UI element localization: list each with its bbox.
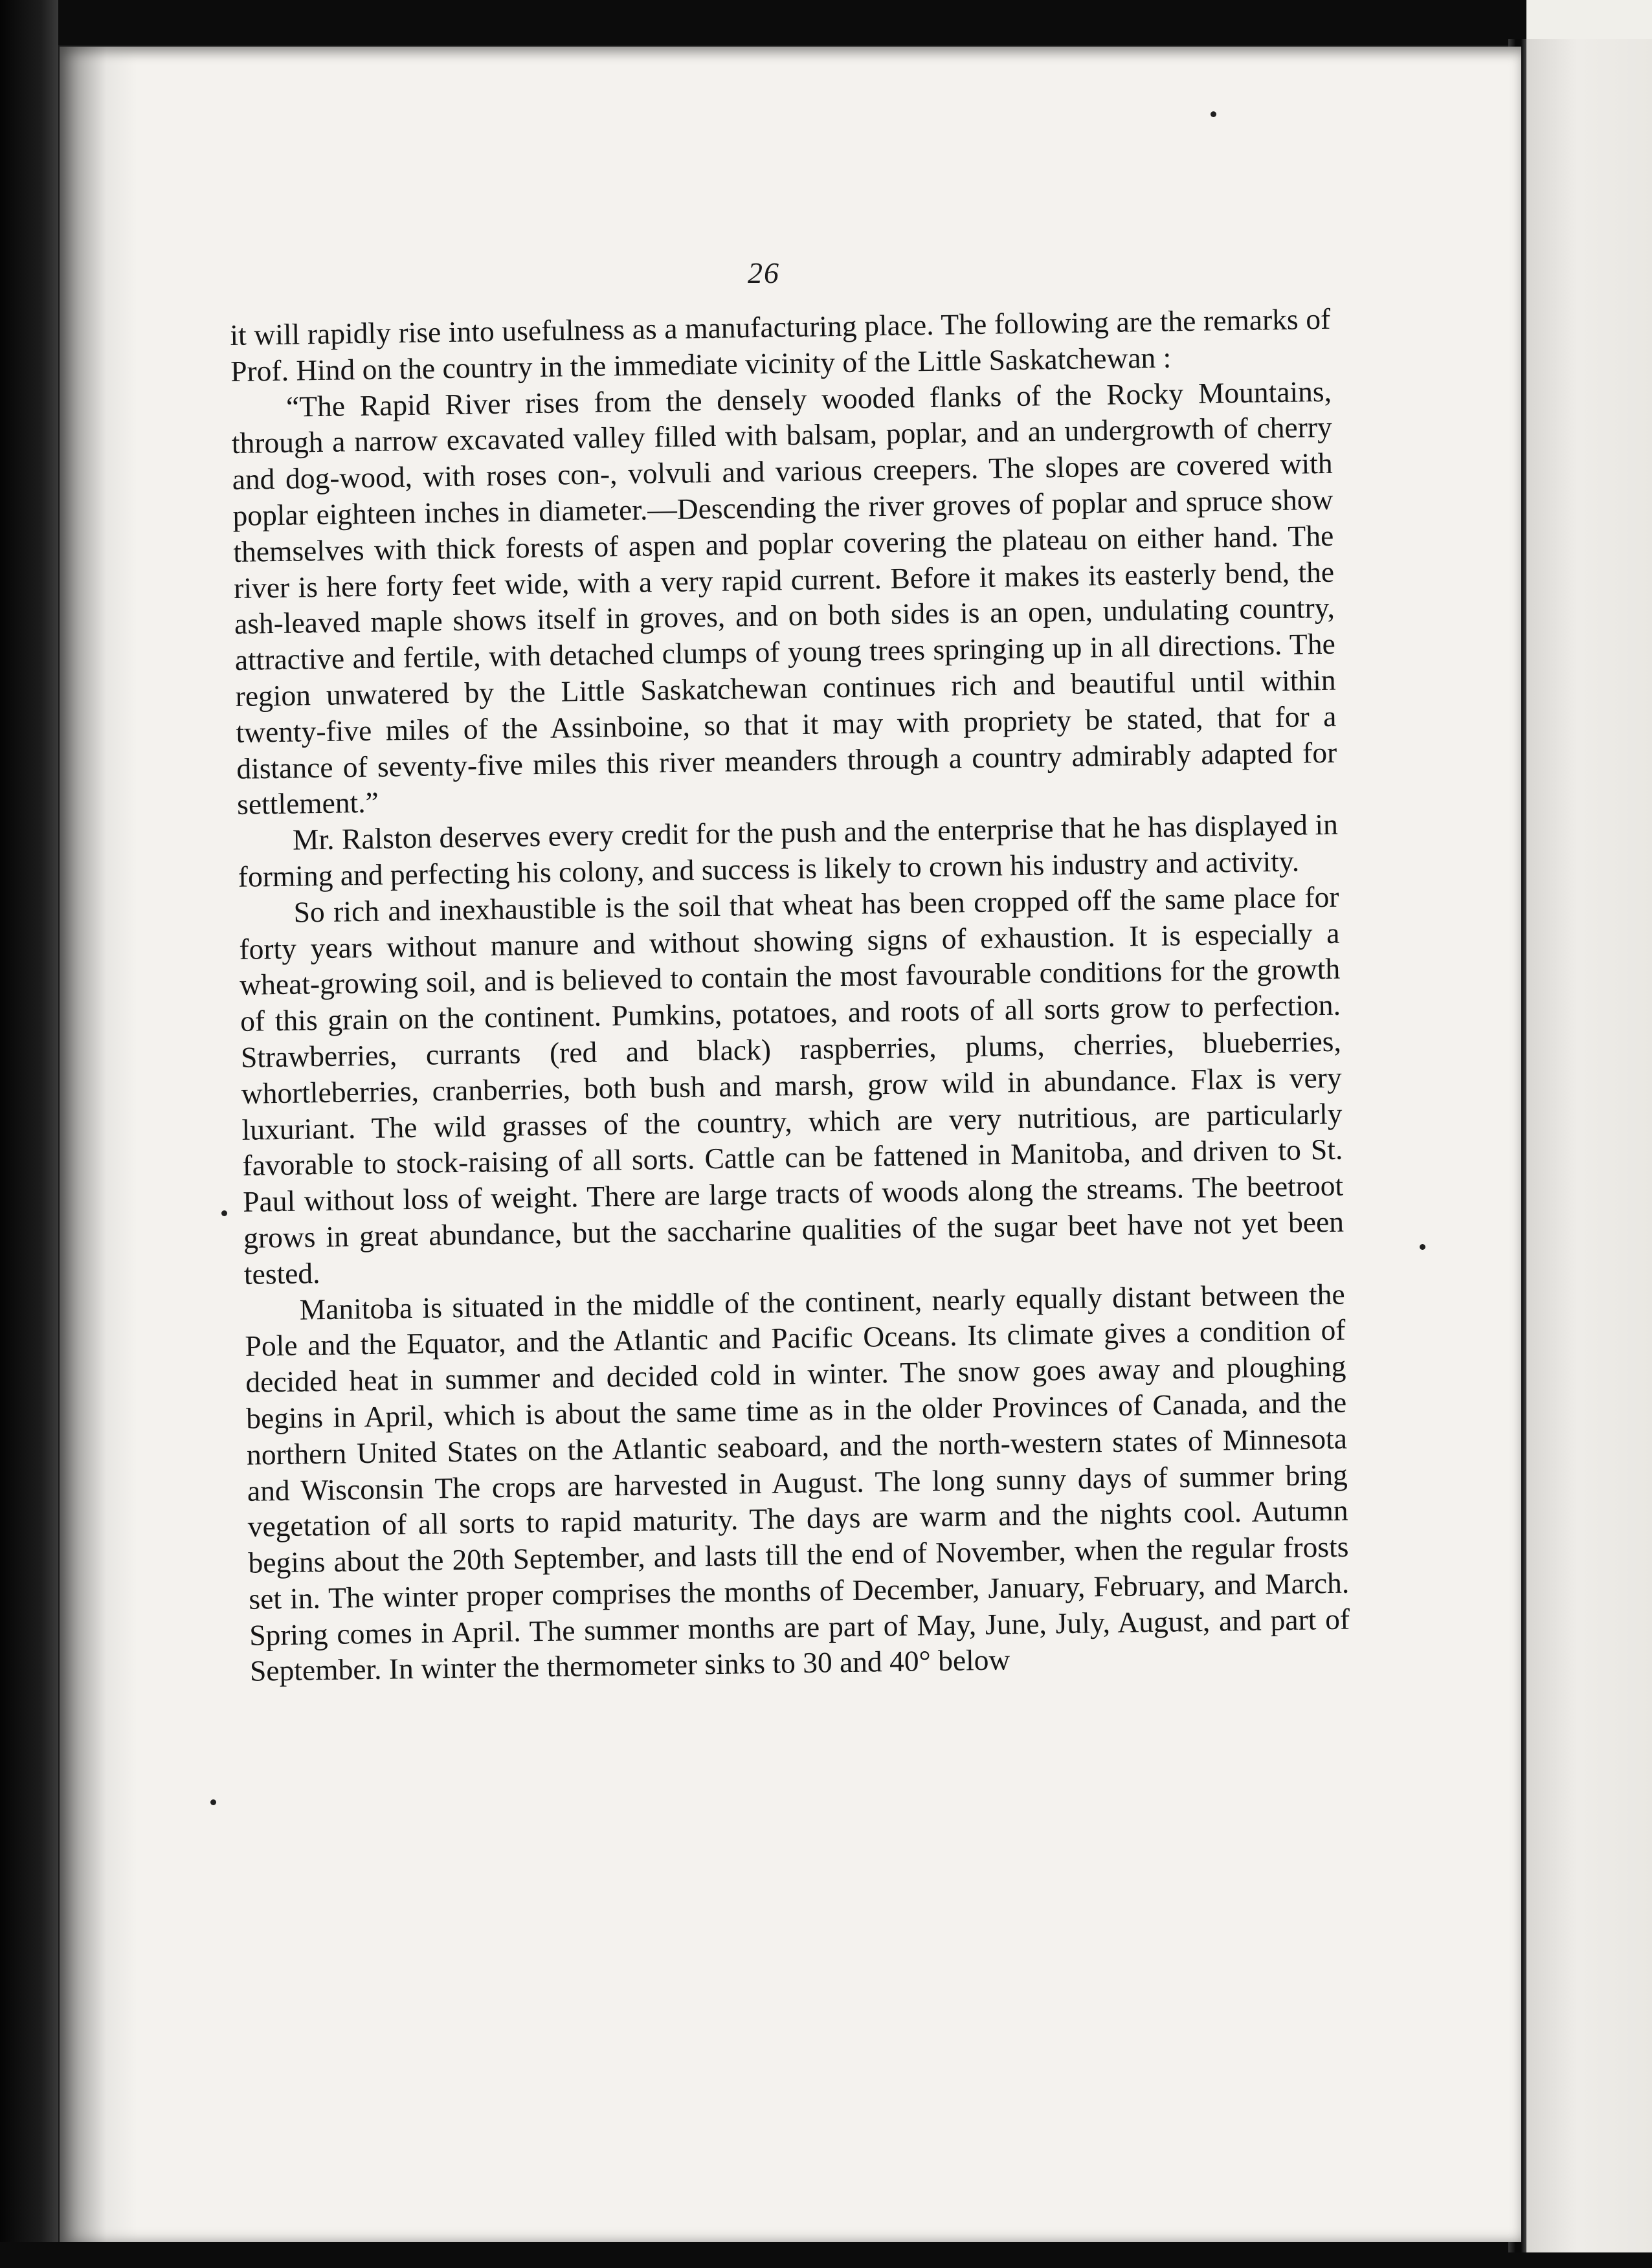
adjacent-page-top: [1526, 0, 1652, 39]
adjacent-page-edge: [1526, 39, 1652, 2252]
body-text: [230, 301, 1350, 1689]
scan-border-bottom: [0, 2242, 1652, 2268]
page-shadow: [60, 47, 137, 2242]
scan-border-left: [0, 0, 58, 2268]
paragraph-3: Mr. Ralston deserves every credit for the push and the enterprise that he has displayed in forming and perfecting his colony, and success is likely to crown his industry and activity.: [238, 807, 1339, 893]
paragraph-1: it will rapidly rise into usefulness as a manufacturing place. The following are the remarks of Prof. Hind on the country in the immediate vicinity of the Little Saskatchewan :: [230, 302, 1331, 388]
paragraph-2-quotation: “The Rapid River rises from the densely wooded flanks of the Rocky Mountains, through a narrow excavated valley filled with balsam, poplar, and an undergrowth of cherry and dog-wood, with roses con-, volvuli and various creepers. The slopes are covered with poplar eighteen inches in diameter.—Descending the river groves of poplar and spruce show themselves with thick forests of aspen and poplar covering the plateau on either hand. The river is here forty feet wide, with a very rapid current. Before it makes its easterly bend, the ash-leaved maple shows itself in groves, and on both sides is an open, undulating country, attractive and fertile, with detached clumps of young trees springing up in all directions. The region unwatered by the Little Saskatchewan continues rich and beautiful until within twenty-five miles of the Assinboine, so that it may with propriety be stated, that for a distance of seventy-five miles this river meanders through a country admirably adapted for settlement.”: [231, 374, 1337, 821]
stray-mark: [1420, 1244, 1425, 1250]
stray-mark: [1211, 111, 1216, 117]
stray-mark: [221, 1210, 227, 1216]
paragraph-5: Manitoba is situated in the middle of the continent, nearly equally distant between the Pole and the Equator, and the Atlantic and Pacific Oceans. Its climate gives a condition of decided heat in summer and decided cold in winter. The snow goes away and ploughing begins in April, which is about the same time as in the older Provinces of Canada, and the northern United States on the Atlantic seaboard, and the north-western states of Minnesota and Wisconsin The crops are harvested in August. The long sunny days of summer bring vegetation of all sorts to rapid maturity. The days are warm and the nights cool. Autumn begins about the 20th September, and lasts till the end of November, when the regular frosts set in. The winter proper comprises the months of December, January, February, and March. Spring comes in April. The summer months are part of May, June, July, August, and part of September. In winter the thermometer sinks to 30 and 40° below: [245, 1277, 1350, 1688]
scan-border-top: [0, 0, 1652, 45]
page-number: 26: [748, 256, 780, 289]
paragraph-4: So rich and inexhaustible is the soil that wheat has been cropped off the same place for forty years without manure and without showing signs of exhaustion. It is especially a wheat-growing soil, and is believed to contain the most favourable conditions for the growth of this grain on the continent. Pumkins, potatoes, and roots of all sorts grow to perfection. Strawberries, currants (red and black) raspberries, plums, cherries, blueberries, whortleberries, cranberries, both bush and marsh, grow wild in abundance. Flax is very luxuriant. The wild grasses of the country, which are very nutritious, are particularly favorable to stock-raising of all sorts. Cattle can be fattened in Manitoba, and driven to St. Paul without loss of weight. There are large tracts of woods along the streams. The beetroot grows in great abundance, but the saccharine qualities of the sugar beet have not yet been tested.: [239, 880, 1345, 1291]
stray-mark: [210, 1799, 216, 1805]
